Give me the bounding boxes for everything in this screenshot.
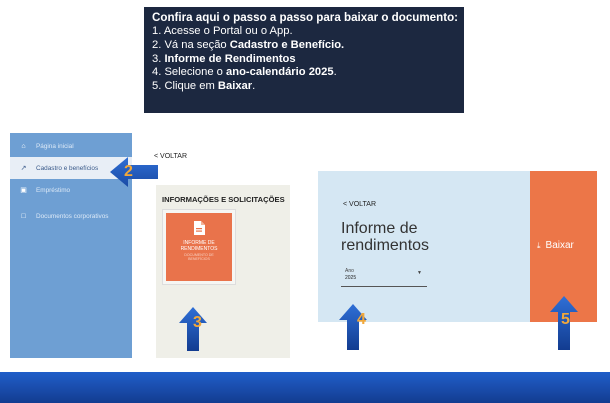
- instruction-step-3: 3. Informe de Rendimentos: [152, 52, 296, 65]
- instruction-step-5: 5. Clique em Baixar.: [152, 80, 256, 93]
- download-icon: ⤓: [537, 240, 541, 250]
- sidebar-item-label: Empréstimo: [36, 186, 71, 194]
- instructions-title: Confira aqui o passo a passo para baixar o documento:: [152, 11, 459, 24]
- ano-label: Ano: [345, 268, 354, 274]
- chevron-down-icon: ▼: [417, 270, 422, 276]
- sidebar-item-documentos[interactable]: [10, 205, 132, 227]
- home-icon: ⌂: [21, 142, 26, 150]
- trend-icon: ↗: [20, 165, 27, 172]
- instruction-step-2: 2. Vá na seção Cadastro e Benefício.: [152, 38, 345, 51]
- footer-band: [0, 372, 610, 403]
- document-icon: □: [21, 212, 26, 220]
- sidebar-item-label: Cadastro e benefícios: [36, 164, 99, 172]
- ano-value: 2025: [345, 275, 357, 281]
- step-number-5: 5: [561, 311, 570, 328]
- download-label[interactable]: ⤓ Baixar: [537, 240, 574, 251]
- instruction-step-1: 1. Acesse o Portal ou o App.: [152, 25, 293, 37]
- back-link[interactable]: < VOLTAR: [154, 153, 188, 160]
- loan-icon: ▣: [20, 187, 27, 194]
- sidebar-item-label: Documentos corporativos: [36, 212, 109, 220]
- card-title: INFORME DE RENDIMENTOS: [180, 240, 218, 252]
- instruction-step-4: 4. Selecione o ano-calendário 2025.: [152, 66, 337, 79]
- step-number-3: 3: [193, 314, 202, 331]
- card-subtitle: DOCUMENTO DE BENEFÍCIOS: [184, 253, 214, 262]
- sidebar-item-home[interactable]: [10, 135, 132, 157]
- step-number-2: 2: [124, 163, 133, 180]
- ano-select[interactable]: [341, 264, 427, 287]
- page-title: Informe de rendimentos: [341, 220, 430, 254]
- sidebar-item-label: Página inicial: [36, 142, 74, 150]
- arrow-left-icon: [110, 157, 158, 187]
- section-title: INFORMAÇÕES E SOLICITAÇÕES: [162, 195, 285, 204]
- document-icon: [193, 221, 205, 235]
- back-link[interactable]: < VOLTAR: [343, 201, 377, 208]
- instructions-box: [144, 7, 464, 113]
- step-number-4: 4: [357, 311, 366, 328]
- informe-rendimentos-card[interactable]: [166, 213, 232, 281]
